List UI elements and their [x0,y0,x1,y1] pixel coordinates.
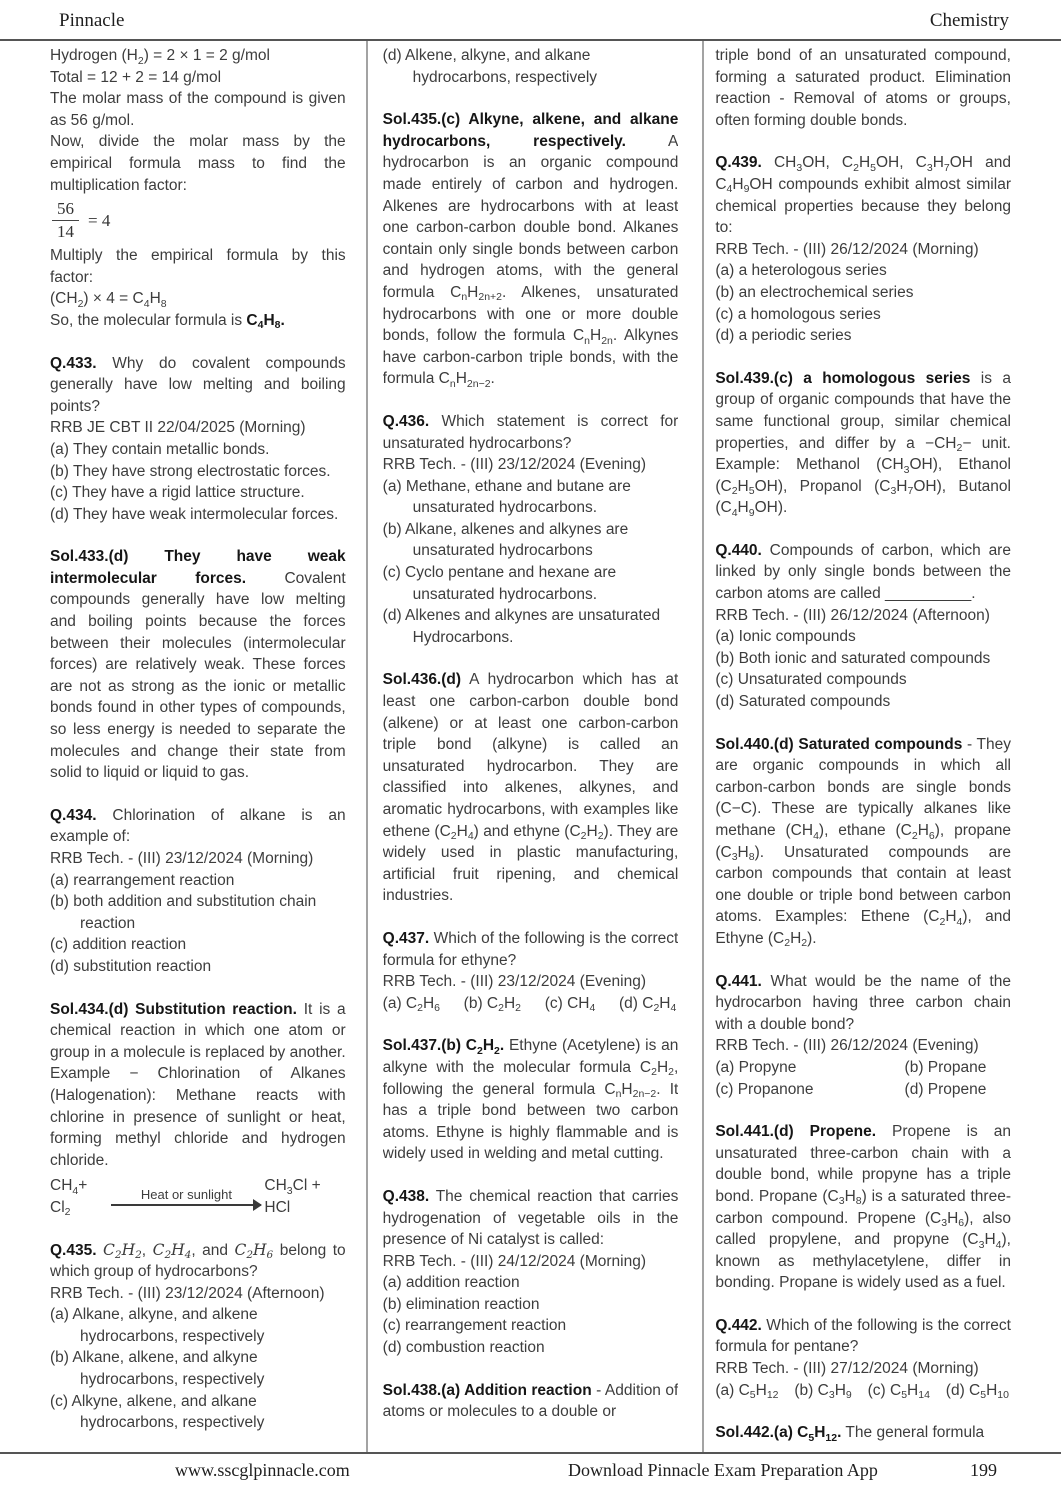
page-number: 199 [970,1460,997,1480]
solution-text: Sol.435.(c) Alkyne, alkene, and alkane hydrocarbons, respectively. A hydrocarbon is an organic compound made entirely of carbon and hydrogen. Alkenes are hydrocarbons with at least one carbon-carbon double bond. Alkanes contain only single bonds between carbon and hydrogen atoms, with the general formula $C_nH_{2n+2}$. Alkenes, unsaturated hydrocarbons with one or more double bonds, follow the formula $C_nH_{2n}$. Alkynes have carbon-carbon triple bonds, with the formula $C_nH_{2n-2}$. [382,111,679,390]
column-3 [715,45,1011,1450]
option-line: (d) They have weak intermolecular forces. [50,505,339,523]
column-2 [383,45,679,1450]
option-line: (a) Ionic compounds [715,628,856,646]
question-text: Q.438. The chemical reaction that carries hydrogenation of vegetable oils in the presence of Ni catalyst is called: [382,1187,679,1249]
option-item: (b) Propane [904,1058,987,1076]
header-brand: Pinnacle [59,10,125,31]
option-item: (d) $C_5H_{10}$ [945,1381,1009,1402]
page-content [50,45,1011,1450]
fraction-expression: $\frac{56}{14}$ = 4 [52,199,346,242]
exam-source-line: RRB Tech. - (III) 26/12/2024 (Morning) [715,240,979,258]
option-line: (c) Alkyne, alkene, and alkane hydrocarbons, respectively [50,1392,265,1432]
option-line: (b) elimination reaction [382,1295,540,1313]
option-item: (c) $C_5H_{14}$ [867,1381,930,1402]
option-line: (d) substitution reaction [50,957,212,975]
question-text: Q.434. Chlorination of alkane is an example of: [50,806,346,846]
equation-line: Hydrogen $(H_2) = 2 \times 1 = 2$ g/mol [50,47,270,67]
page-header [59,10,1009,32]
solution-text: Sol.437.(b) $C_2H_2$. Ethyne (Acetylene) is an alkyne with the molecular formula $C_2H_2$, following the general formula $C_nH_{2n-2}$. It has a triple bond between two carbon atoms. Ethyne is highly flammable and is widely used in welding and metal cutting. [382,1037,679,1163]
option-line: (c) rearrangement reaction [382,1317,567,1335]
question-text: Q.440. Compounds of carbon, which are linked by only single bonds between the carbon atoms are called __________. [715,541,1011,603]
exam-source-line: RRB Tech. - (III) 27/12/2024 (Morning) [715,1360,979,1378]
option-line: (c) They have a rigid lattice structure. [50,484,305,502]
equation-line: $(CH_2) \times 4 = C_4H_8$ [50,290,167,310]
question-text: Q.433. Why do covalent compounds generally have low melting and boiling points? [50,354,346,415]
options-grid [715,1057,1011,1100]
column-1 [50,45,346,1450]
question-text: Q.437. Which of the following is the correct formula for ethyne? [382,929,679,969]
footer-website: www.sscglpinnacle.com [175,1460,350,1480]
option-item: (a) $C_5H_{12}$ [715,1381,779,1402]
option-line: (b) Both ionic and saturated compounds [715,649,991,667]
option-line: (b) They have strong electrostatic forces. [50,462,331,480]
solution-text: Sol.434.(d) Substitution reaction. It is a chemical reaction in which one atom or group in a molecule is replaced by another. Example − Chlorination of Alkanes (Halogenation): Methane reacts with chlorine in presence of sunlight or heat, forming methyl chloride and hydrogen chloride. [50,1000,346,1169]
option-line: (c) addition reaction [50,936,187,954]
option-item: (d) Propene [904,1080,987,1098]
footer-app-note: Download Pinnacle Exam Preparation App [568,1460,878,1480]
solution-text: Sol.439.(c) a homologous series is a group of organic compounds that have the same functional group, similar chemical properties, and differ by $a -CH_2-$ unit. Example: Methanol $(CH_3OH)$, Ethanol $(C_2H_5OH)$, Propanol $(C_3H_7OH)$, Butanol $(C_4H_9OH)$. [715,369,1011,519]
option-item: (b) $C_2H_2$ [463,994,522,1015]
option-line: (a) a heterologous series [715,262,887,280]
body-paragraph: Now, divide the molar mass by the empirical formula mass to find the multiplication factor: [50,133,346,194]
option-item: (c) Propanone [715,1080,814,1098]
option-line: (d) Alkenes and alkynes are unsaturated Hydrocarbons. [382,607,661,646]
options-row [715,1380,1011,1402]
option-line: (d) combustion reaction [382,1339,545,1357]
exam-source-line: RRB Tech. - (III) 26/12/2024 (Afternoon) [715,606,990,624]
column-divider [366,41,368,1452]
exam-source-line: RRB Tech. - (III) 23/12/2024 (Evening) [382,973,646,991]
equation-line: Total = 12 + 2 = 14 g/mol [50,68,222,86]
exam-source-line: RRB Tech. - (III) 24/12/2024 (Morning) [382,1252,646,1270]
solution-text: Sol.433.(d) They have weak intermolecular forces. Covalent compounds generally have low melting and boiling points because the forces between their molecules (intermolecular forces) are relatively weak. These forces are not as strong as the ionic or metallic bonds found in other types of compounds, so less energy is needed to separate the molecules and change their state from solid to liquid or liquid to gas. [50,548,346,782]
option-line: (b) both addition and substitution chain reaction [50,893,317,932]
question-text: Q.441. What would be the name of the hydrocarbon having three carbon chain with a double bond? [715,972,1011,1033]
option-line: (c) Cyclo pentane and hexane are unsaturated hydrocarbons. [382,564,617,603]
chemical-reaction: $CH_4+ Cl_2$ Heat or sunlight $CH_3Cl$ + HCl [50,1177,321,1219]
body-paragraph: Multiply the empirical formula by this factor: [50,247,346,286]
solution-text: Sol.442.(a) $C_5H_{12}$. The general formula [715,1424,985,1444]
option-line: (a) Alkane, alkyne, and alkene hydrocarbons, respectively [50,1306,265,1345]
solution-text: Sol.436.(d) A hydrocarbon which has at least one carbon-carbon double bond (alkene) or at least one carbon-carbon triple bond (alkyne) is called an unsaturated hydrocarbon. They are classified into alkenes, alkynes, and aromatic hydrocarbons, with examples like ethene $(C_2H_4)$ and ethyne $(C_2H_2)$. They are widely used in plastic manufacturing, artificial fruit ripening, and chemical industries. [382,671,679,905]
question-text: Q.439. $CH_3OH$, $C_2H_5OH$, $C_3H_7OH$ and $C_4H_9OH$ compounds exhibit almost similar chemical properties because they belong to: [715,154,1011,237]
body-paragraph: triple bond of an unsaturated compound, forming a saturated product. Elimination reaction - Removal of atoms or groups, often forming double bonds. [715,47,1011,129]
option-line: (b) Alkane, alkenes and alkynes are unsaturated hydrocarbons [382,520,629,560]
header-subject: Chemistry [929,10,1009,31]
option-line: (c) a homologous series [715,305,881,323]
equation-line: So, the molecular formula is $C_4H_8$. [50,311,285,332]
column-divider [702,41,704,1452]
option-line: (a) rearrangement reaction [50,871,235,889]
option-item: (b) $C_3H_9$ [794,1381,852,1402]
question-text: Q.436. Which statement is correct for unsaturated hydrocarbons? [382,412,679,452]
solution-text: Sol.438.(a) Addition reaction - Addition of atoms or molecules to a double or [382,1381,679,1421]
option-line: (a) addition reaction [382,1274,520,1292]
options-row [383,993,679,1015]
exam-source-line: RRB Tech. - (III) 23/12/2024 (Morning) [50,850,314,867]
option-line: (b) Alkane, alkene, and alkyne hydrocarbons, respectively [50,1349,265,1389]
option-line: (d) a periodic series [715,327,852,345]
reaction-arrow-icon: Heat or sunlight [111,1188,261,1206]
option-line: (a) Methane, ethane and butane are unsaturated hydrocarbons. [382,477,631,517]
question-text: Q.442. Which of the following is the correct formula for pentane? [715,1316,1011,1356]
option-line: (d) Alkene, alkyne, and alkane hydrocarbons, respectively [382,47,598,86]
option-line: (c) Unsaturated compounds [715,671,907,689]
exam-source-line: RRB JE CBT II 22/04/2025 (Morning) [50,419,306,437]
footer-rule [0,1452,1061,1454]
option-item: (c) $CH_4$ [544,994,596,1015]
exam-source-line: RRB Tech. - (III) 23/12/2024 (Afternoon) [50,1284,325,1302]
option-item: (a) Propyne [715,1058,797,1076]
exam-source-line: RRB Tech. - (III) 26/12/2024 (Evening) [715,1037,979,1055]
solution-text: Sol.441.(d) Propene. Propene is an unsaturated three-carbon chain with a double bond, while propyne has a triple bond. Propane $(C_3H_8)$ is a saturated three-carbon compound. Propene $(C_3H_6)$, also called propylene, and propyne $(C_3H_4)$, known as methylacetylene, differ in bonding. Propane is widely used as a fuel. [715,1123,1011,1292]
option-line: (a) They contain metallic bonds. [50,440,270,458]
body-paragraph: The molar mass of the compound is given as 56 g/mol. [50,90,346,129]
option-item: (a) $C_2H_6$ [382,994,440,1015]
option-line: (d) Saturated compounds [715,693,891,711]
option-item: (d) $C_2H_4$ [618,994,677,1015]
solution-text: Sol.440.(d) Saturated compounds - They are organic compounds in which all carbon-carbon bonds are single bonds (C−C). These are typically alkanes like methane $(CH_4)$, ethane $(C_2H_6)$, propane $(C_3H_8)$. Unsaturated compounds are carbon compounds that contain at least one double or triple bond between carbon atoms. Examples: Ethene $(C_2H_4)$, and Ethyne $(C_2H_2)$. [715,735,1011,950]
header-rule [0,39,1061,41]
question-text: Q.435. $C_2H_2$, $C_2H_4$, and $C_2H_6$ belong to which group of hydrocarbons? [50,1240,346,1281]
page-footer [0,1460,1061,1490]
option-line: (b) an electrochemical series [715,283,914,301]
exam-source-line: RRB Tech. - (III) 23/12/2024 (Evening) [382,456,646,474]
